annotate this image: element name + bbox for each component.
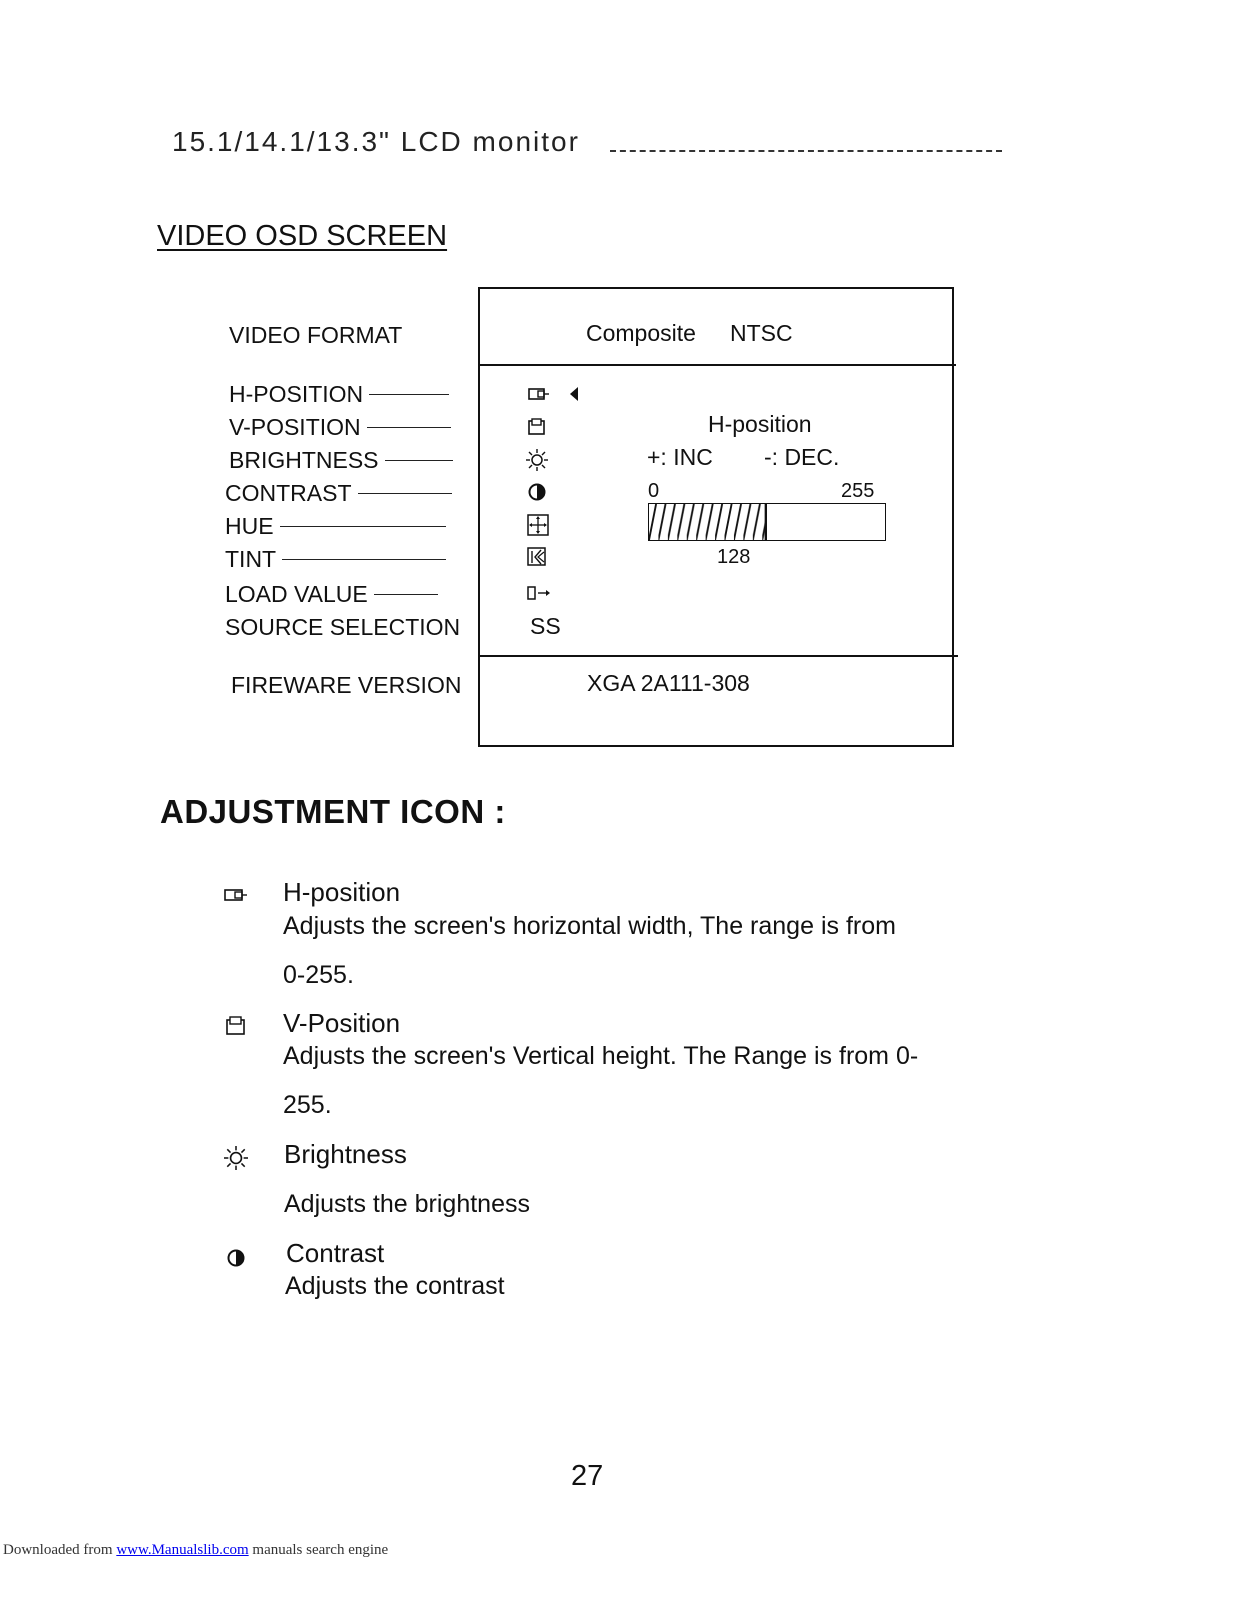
hue-icon[interactable] — [527, 514, 549, 536]
item-desc-brightness: Adjusts the brightness — [284, 1190, 530, 1218]
page-number: 27 — [571, 1460, 604, 1492]
load-value-icon[interactable] — [527, 585, 551, 601]
section-title: VIDEO OSD SCREEN — [157, 220, 448, 252]
footer-prefix: Downloaded from — [3, 1542, 117, 1558]
label-v-position: V-POSITION — [229, 414, 451, 441]
header-rule — [610, 150, 1002, 152]
panel-inc-label: +: INC — [647, 444, 713, 470]
item-name-contrast: Contrast — [286, 1238, 385, 1268]
label-h-position: H-POSITION — [229, 381, 449, 408]
value-slider[interactable] — [648, 503, 886, 541]
item-desc-v-position: Adjusts the screen's Vertical height. The Range is from 0- — [283, 1042, 919, 1070]
panel-dec-label: -: DEC. — [764, 444, 840, 470]
label-source-selection: SOURCE SELECTION — [225, 614, 461, 640]
brightness-icon — [224, 1146, 248, 1170]
label-load-value: LOAD VALUE — [225, 581, 438, 608]
item-name-h-position: H-position — [283, 877, 401, 907]
footer-suffix: manuals search engine — [248, 1542, 389, 1558]
contrast-icon[interactable] — [528, 483, 546, 501]
video-format-input: Composite — [586, 320, 696, 346]
item-desc-h-position-cont: 0-255. — [283, 961, 354, 989]
item-desc-v-position-cont: 255. — [283, 1091, 332, 1119]
panel-min-value: 0 — [648, 480, 660, 502]
item-name-v-position: V-Position — [283, 1008, 401, 1038]
video-format-standard: NTSC — [730, 320, 793, 346]
panel-current-value: 128 — [717, 546, 751, 568]
download-footer — [3, 1542, 388, 1559]
label-contrast: CONTRAST — [225, 480, 452, 507]
label-video-format: VIDEO FORMAT — [229, 322, 403, 348]
source-selection-icon[interactable]: SS — [530, 613, 561, 639]
label-brightness: BRIGHTNESS — [229, 447, 453, 474]
osd-divider-bottom — [480, 655, 958, 657]
panel-max-value: 255 — [841, 480, 875, 502]
selection-arrow-icon — [568, 386, 580, 402]
footer-link[interactable]: www.Manualslib.com — [116, 1542, 249, 1558]
item-desc-h-position: Adjusts the screen's horizontal width, The range is from — [283, 912, 896, 940]
label-firmware-version: FIREWARE VERSION — [231, 672, 462, 698]
v-position-icon — [226, 1016, 246, 1036]
adjustment-section-title: ADJUSTMENT ICON : — [160, 793, 506, 830]
document-header: 15.1/14.1/13.3" LCD monitor — [172, 126, 580, 157]
tint-icon[interactable] — [527, 547, 547, 567]
brightness-icon[interactable] — [526, 449, 548, 471]
v-position-icon[interactable] — [528, 418, 546, 436]
panel-title: H-position — [708, 411, 812, 437]
h-position-icon[interactable] — [528, 386, 550, 402]
value-slider-fill — [649, 504, 767, 540]
h-position-icon — [224, 887, 248, 903]
label-hue: HUE — [225, 513, 446, 540]
firmware-version-value: XGA 2A111-308 — [587, 670, 750, 696]
item-name-brightness: Brightness — [284, 1139, 407, 1169]
item-desc-contrast: Adjusts the contrast — [285, 1272, 505, 1300]
label-tint: TINT — [225, 546, 446, 573]
contrast-icon — [227, 1249, 245, 1267]
osd-divider-top — [478, 364, 956, 366]
